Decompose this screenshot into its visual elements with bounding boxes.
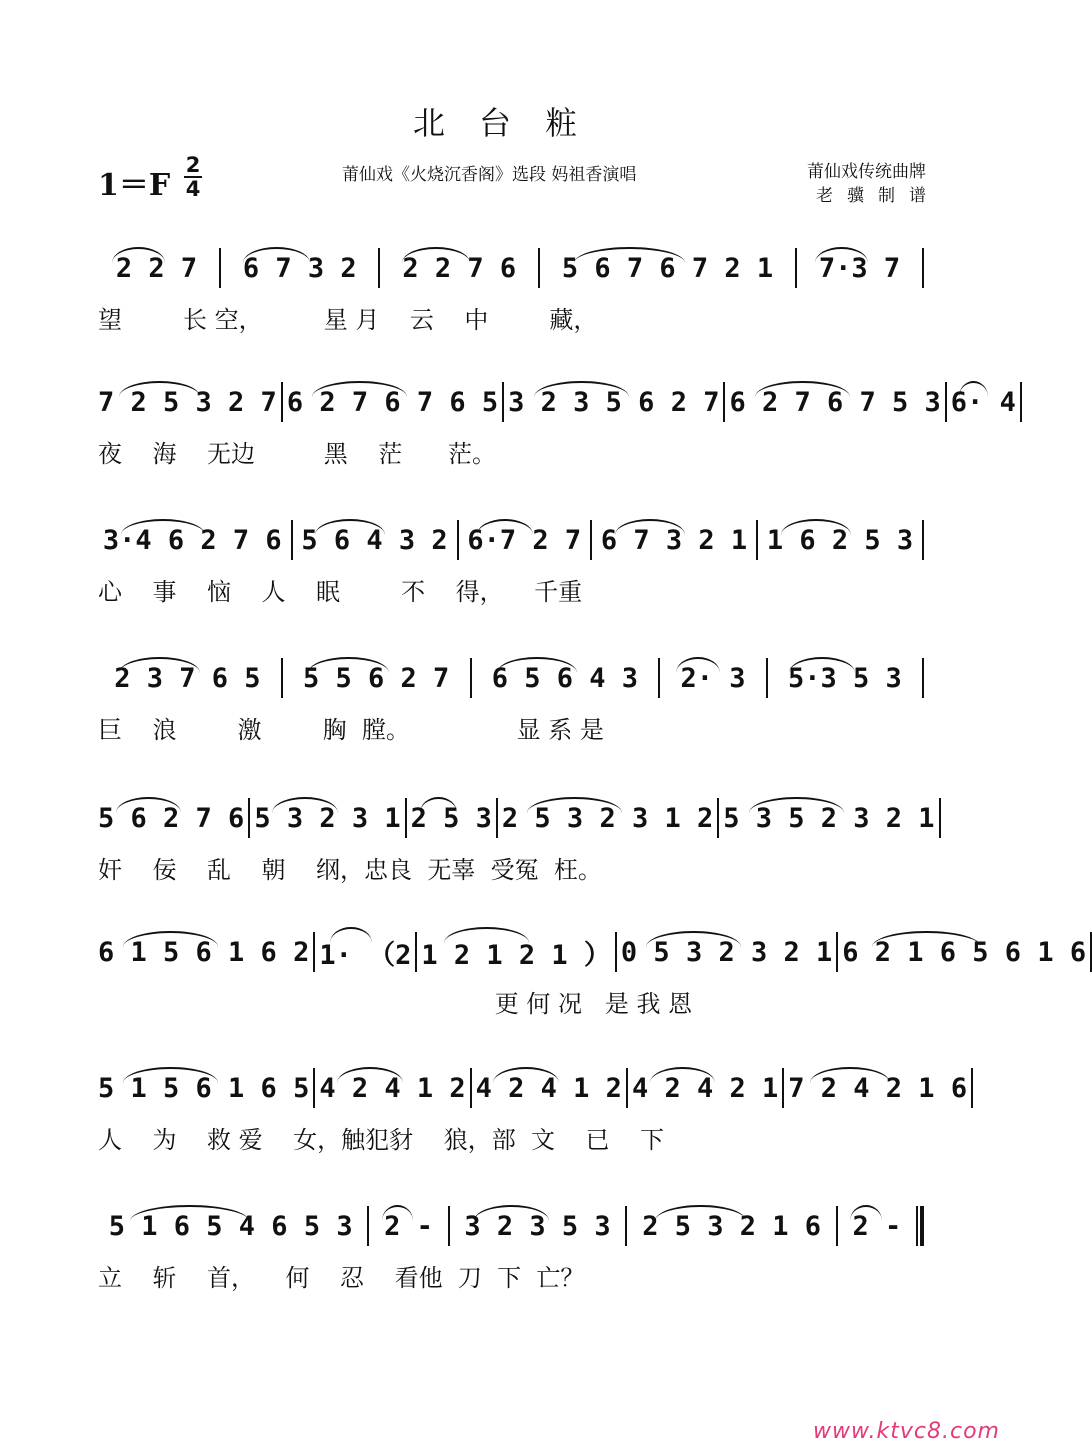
slur-mark: [755, 381, 850, 397]
measure: 3 2 3 5 3: [454, 1211, 622, 1242]
measure: 2 5 3: [411, 803, 492, 834]
slur-mark: [315, 519, 385, 535]
slur-mark: [527, 797, 622, 813]
barline: [971, 1068, 973, 1108]
slur-mark: [116, 797, 182, 813]
slur-mark: [810, 1067, 890, 1083]
time-signature-top: 2: [185, 153, 201, 177]
barline: [658, 658, 660, 698]
measure: 7·3 7: [801, 253, 918, 284]
measure: 6· 4: [951, 387, 1016, 418]
measure: 2 5 3 2 3 1 2: [502, 803, 713, 834]
measure: 1· （2: [319, 933, 411, 972]
slur-mark: [646, 931, 741, 947]
staff-system: [98, 510, 928, 620]
notation-line: [98, 510, 928, 570]
barline: [782, 1068, 784, 1108]
barline: [922, 658, 924, 698]
staff-system: [98, 1196, 928, 1306]
measure: 5 5 6 2 7: [287, 663, 466, 694]
notation-line: [98, 372, 1016, 432]
barline: [795, 248, 797, 288]
measure: 5 6 7 6 7 2 1: [544, 253, 791, 284]
measure: 3 2 3 5 6 2 7: [508, 387, 719, 418]
slur-mark: [119, 657, 199, 673]
lyrics-line: 更 何 况 是 我 恩: [98, 990, 693, 1018]
notation-line: [98, 1058, 968, 1118]
staff-system: [98, 1058, 968, 1168]
slur-mark: [312, 381, 407, 397]
barline: [470, 1068, 472, 1108]
barline: [922, 248, 924, 288]
slur-mark: [119, 381, 199, 397]
staff-system: [98, 648, 928, 758]
slur-mark: [615, 519, 685, 535]
notation-line: [98, 788, 935, 848]
notation-line: [98, 1196, 928, 1256]
slur-mark: [420, 797, 457, 813]
source-note: 莆仙戏《火烧沉香阁》选段 妈祖香演唱: [342, 165, 637, 185]
slur-mark: [123, 1067, 218, 1083]
barline: [615, 932, 617, 972]
slur-mark: [112, 247, 165, 263]
barline: [291, 520, 293, 560]
barline: [496, 798, 498, 838]
slur-mark: [781, 519, 851, 535]
notation-line: [98, 648, 928, 708]
barline: [470, 658, 472, 698]
lyrics-line: 人 为 救 爱 女，触犯豺 狼，部 文 已 下: [98, 1126, 664, 1154]
staff-system: [98, 238, 928, 348]
slur-mark: [123, 931, 218, 947]
lyrics-line: 夜 海 无边 黑 茫 茫。: [98, 440, 496, 468]
slur-mark: [444, 927, 529, 943]
slur-mark: [534, 381, 629, 397]
slur-mark: [474, 1205, 550, 1221]
barline: [313, 932, 315, 972]
slur-mark: [308, 657, 388, 673]
barline: [415, 932, 417, 972]
final-barline: [916, 1206, 924, 1246]
barline: [939, 798, 941, 838]
barline: [281, 382, 283, 422]
barline: [723, 382, 725, 422]
barline: [1020, 382, 1022, 422]
measure: 2· 3: [664, 663, 761, 694]
measure: 1 2 1 2 1 ）: [421, 933, 611, 972]
watermark-text: www.ktvc8.com: [812, 1419, 1000, 1444]
key-signature: 1＝F: [98, 168, 171, 203]
notation-line: [98, 238, 928, 298]
measure: 6 5 6 4 3: [476, 663, 655, 694]
staff-system: [98, 922, 1087, 1032]
barline: [590, 520, 592, 560]
measure: 5·3 5 3: [772, 663, 918, 694]
measure: 2 2 7 6: [384, 253, 534, 284]
barline: [626, 1068, 628, 1108]
lyrics-line: 奸 佞 乱 朝 纲，忠良 无辜 受冤 枉。: [98, 856, 602, 884]
barline: [766, 658, 768, 698]
measure: 5 3 2 3 1: [254, 803, 400, 834]
credits: [807, 160, 940, 208]
slur-mark: [337, 1067, 403, 1083]
measure: 7 2 4 2 1 6: [788, 1073, 967, 1104]
lyrics-line: 心 事 恼 人 眠 不 得， 千重: [98, 578, 583, 606]
lyrics-line: 望 长 空， 星 月 云 中 藏，: [98, 306, 598, 334]
slur-mark: [493, 1067, 559, 1083]
arranger: 老骥制谱: [816, 186, 940, 206]
measure: 5 1 6 5 4 6 5 3: [98, 1211, 363, 1242]
measure: 6 2 7 6 7 6 5: [287, 387, 498, 418]
measure: 5 6 4 3 2: [297, 525, 453, 556]
slur-mark: [650, 1067, 716, 1083]
measure: 4 2 4 1 2: [476, 1073, 622, 1104]
measure: 3·4 6 2 7 6: [98, 525, 287, 556]
measure: 2 2 7: [98, 253, 215, 284]
barline: [836, 932, 838, 972]
slur-mark: [574, 247, 685, 263]
measure: 5 6 2 7 6: [98, 803, 244, 834]
measure: 6 7 3 2 1: [596, 525, 752, 556]
measure: 4 2 4 1 2: [319, 1073, 465, 1104]
slur-mark: [497, 657, 577, 673]
barline: [625, 1206, 627, 1246]
barline: [281, 658, 283, 698]
slur-mark: [850, 1205, 882, 1221]
time-signature-bottom: 4: [185, 177, 201, 201]
slur-mark: [130, 1205, 249, 1221]
barline: [538, 248, 540, 288]
barline: [219, 248, 221, 288]
measure: 4 2 4 2 1: [632, 1073, 778, 1104]
measure: 6 1 5 6 1 6 2: [98, 937, 309, 968]
barline: [378, 248, 380, 288]
barline: [717, 798, 719, 838]
slur-mark: [749, 797, 844, 813]
measure: 6·7 2 7: [463, 525, 586, 556]
slur-mark: [959, 381, 988, 397]
measure: 0 5 3 2 3 2 1: [621, 937, 832, 968]
barline: [756, 520, 758, 560]
measure: 6 7 3 2: [225, 253, 375, 284]
barline: [922, 520, 924, 560]
barline: [367, 1206, 369, 1246]
measure: 2 3 7 6 5: [98, 663, 277, 694]
barline: [405, 798, 407, 838]
slur-mark: [330, 927, 371, 943]
lyrics-line: 巨 浪 激 胸 膛。 显 系 是: [98, 716, 604, 744]
slur-mark: [789, 657, 855, 673]
barline: [945, 382, 947, 422]
measure: 6 2 1 6 5 6 1 6: [842, 937, 1086, 968]
slur-mark: [382, 1205, 414, 1221]
measure: 2 -: [373, 1211, 443, 1242]
slur-mark: [676, 657, 720, 673]
measure: 2 5 3 2 1 6: [631, 1211, 831, 1242]
slur-mark: [655, 1205, 745, 1221]
slur-mark: [243, 247, 310, 263]
barline: [448, 1206, 450, 1246]
barline: [248, 798, 250, 838]
measure: 2 -: [842, 1211, 912, 1242]
barline: [313, 1068, 315, 1108]
measure: 7 2 5 3 2 7: [98, 387, 277, 418]
slur-mark: [872, 931, 982, 947]
song-title: 北台粧: [412, 104, 611, 142]
slur-mark: [815, 247, 868, 263]
tune-type: 莆仙戏传统曲牌: [807, 162, 926, 182]
measure: 6 2 7 6 7 5 3: [729, 387, 940, 418]
measure: 5 1 5 6 1 6 5: [98, 1073, 309, 1104]
staff-system: [98, 788, 935, 898]
slur-mark: [121, 519, 206, 535]
barline: [836, 1206, 838, 1246]
staff-system: [98, 372, 1016, 482]
measure: 1 6 2 5 3: [762, 525, 918, 556]
notation-line: [98, 922, 1087, 982]
slur-mark: [402, 247, 469, 263]
barline: [457, 520, 459, 560]
barline: [502, 382, 504, 422]
slur-mark: [272, 797, 338, 813]
time-signature: [182, 154, 204, 200]
measure: 5 3 5 2 3 2 1: [723, 803, 934, 834]
slur-mark: [477, 519, 533, 535]
lyrics-line: 立 斩 首， 何 忍 看他 刀 下 亡？: [98, 1264, 585, 1292]
